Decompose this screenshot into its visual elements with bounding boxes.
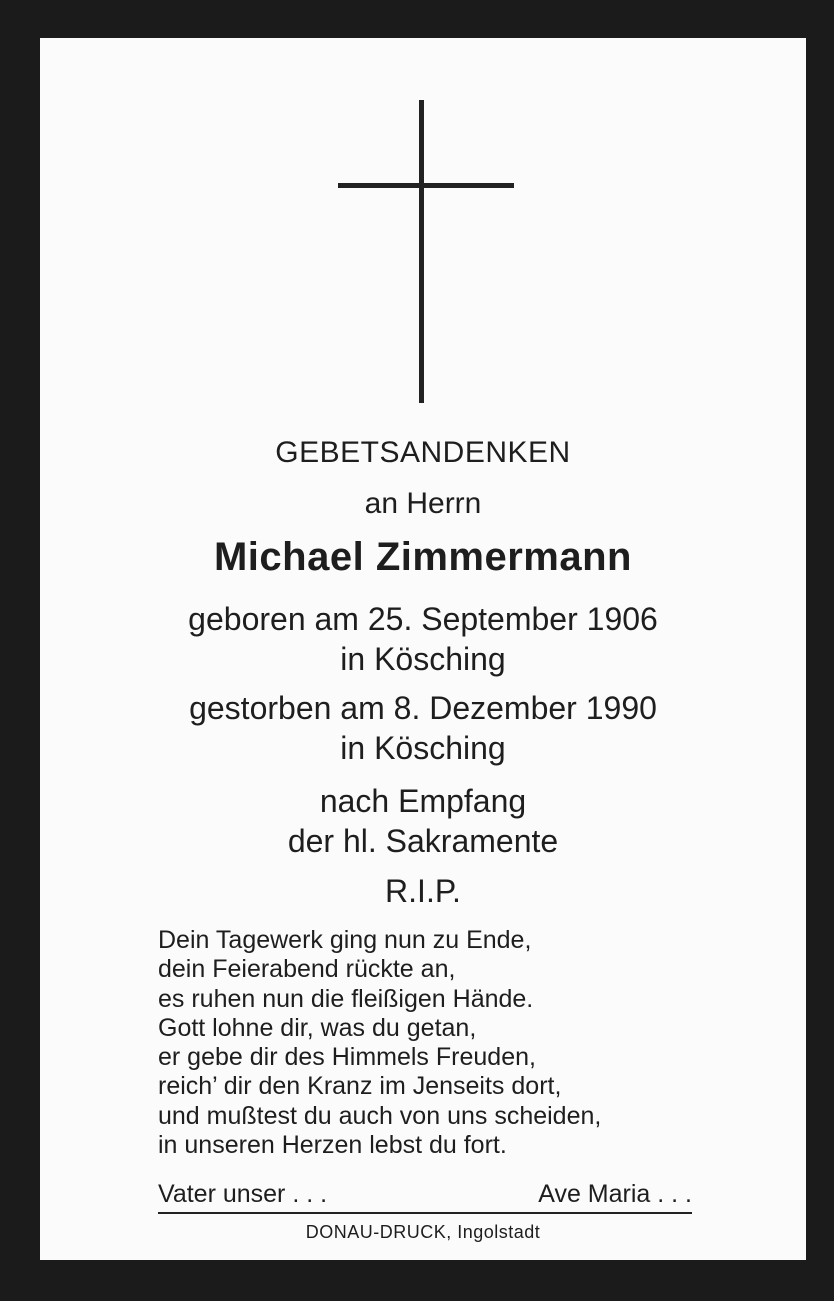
- salutation: an Herrn: [364, 487, 482, 520]
- death-place: in Kösching: [340, 730, 506, 766]
- poem-line: Dein Tagewerk ging nun zu Ende,: [158, 926, 532, 954]
- poem-line: in unseren Herzen lebst du fort.: [158, 1131, 507, 1160]
- birth-place: in Kösching: [340, 641, 506, 677]
- poem-line: und mußtest du auch von uns scheiden,: [158, 1101, 602, 1130]
- sacrament-line-1: nach Empfang: [319, 783, 527, 819]
- poem-line: Gott lohne dir, was du getan,: [158, 1013, 477, 1042]
- rip-text: R.I.P.: [385, 873, 461, 909]
- prayer-vater-unser: Vater unser . . .: [158, 1180, 328, 1208]
- poem-line: dein Feierabend rückte an,: [158, 955, 456, 984]
- deceased-name: Michael Zimmermann: [213, 535, 632, 579]
- poem-line: er gebe dir des Himmels Freuden,: [158, 1043, 536, 1072]
- sacrament-line-2: der hl. Sakramente: [287, 823, 559, 859]
- poem-line: es ruhen nun die fleißigen Hände.: [158, 984, 534, 1013]
- prayer-ave-maria: Ave Maria . . .: [538, 1180, 692, 1208]
- memorial-card: [40, 38, 806, 1260]
- card-heading: GEBETSANDENKEN: [275, 436, 571, 469]
- birth-date: geboren am 25. September 1906: [188, 601, 658, 637]
- cross-icon-bar: [338, 183, 514, 188]
- printer-credit: DONAU-DRUCK, Ingolstadt: [305, 1222, 541, 1242]
- prayer-line: [158, 1180, 692, 1214]
- death-date: gestorben am 8. Dezember 1990: [189, 690, 657, 726]
- poem: [158, 926, 601, 1160]
- cross-icon: [419, 100, 424, 403]
- poem-line: reich’ dir den Kranz im Jenseits dort,: [158, 1072, 562, 1101]
